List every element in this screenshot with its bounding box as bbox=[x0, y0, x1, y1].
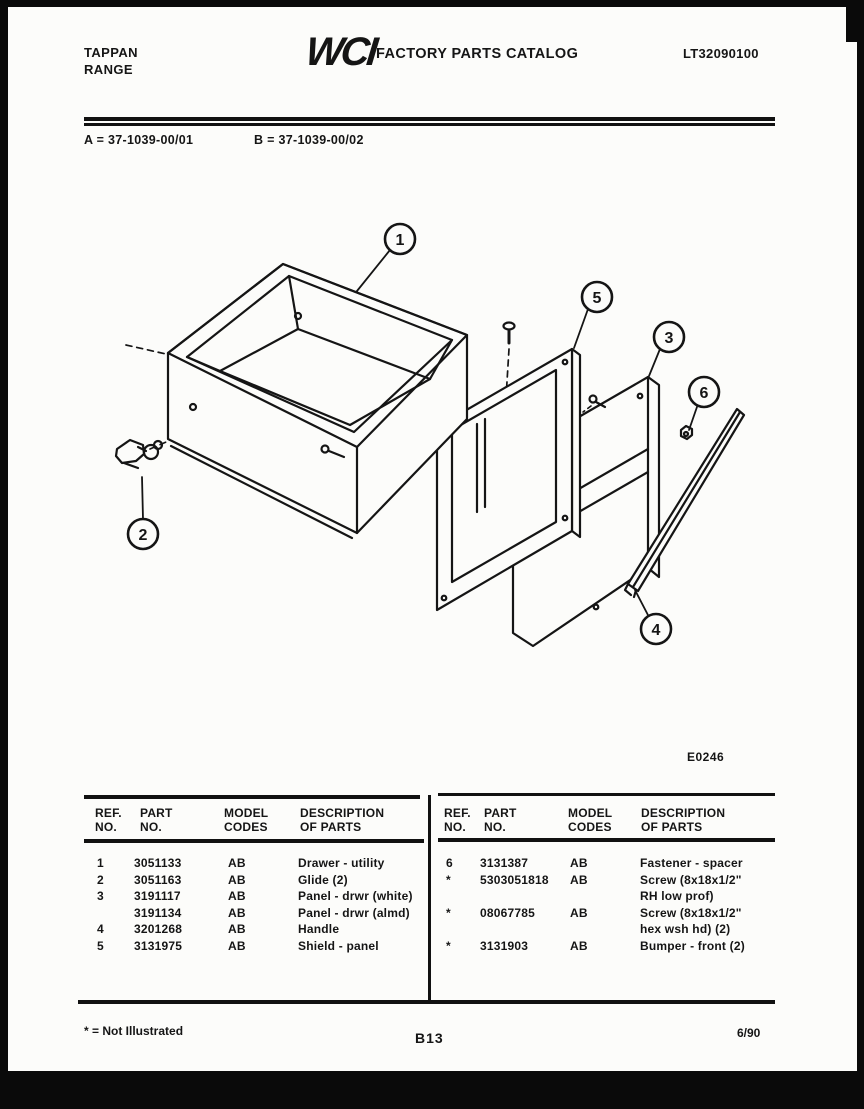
leader-4 bbox=[635, 590, 649, 617]
part-no: 3131975 bbox=[134, 939, 183, 953]
model-codes: AB bbox=[228, 939, 246, 953]
description: Glide (2) bbox=[298, 873, 348, 887]
drawer-silhouette bbox=[168, 264, 467, 533]
col-header-part-left bbox=[140, 806, 173, 834]
callout-1 bbox=[385, 224, 415, 254]
callout-6 bbox=[689, 377, 719, 407]
description: Screw (8x18x1/2" bbox=[640, 873, 742, 887]
model-codes: AB bbox=[228, 922, 246, 936]
table-row bbox=[84, 939, 424, 955]
part-no: 5303051818 bbox=[480, 873, 549, 887]
table-row bbox=[430, 922, 775, 938]
part-no: 3191117 bbox=[134, 889, 181, 903]
description: Panel - drwr (almd) bbox=[298, 906, 410, 920]
scan-blob-top-right bbox=[846, 0, 864, 42]
col-header-model-left bbox=[224, 806, 268, 834]
col-header-ref-right bbox=[444, 806, 471, 834]
table-row bbox=[430, 906, 775, 922]
drawer-part bbox=[168, 264, 467, 538]
model-b: B = 37-1039-00/02 bbox=[254, 133, 364, 147]
part-no: 3191134 bbox=[134, 906, 182, 920]
hdr-line: PART bbox=[484, 806, 517, 820]
table-row bbox=[84, 873, 424, 889]
model-codes: AB bbox=[228, 889, 246, 903]
header-rule-1 bbox=[84, 117, 775, 121]
hdr-line: CODES bbox=[224, 820, 268, 834]
scan-band-bottom bbox=[0, 1071, 864, 1109]
table-rule-top-left bbox=[84, 795, 420, 799]
ref-no: 6 bbox=[446, 856, 453, 870]
catalog-title: FACTORY PARTS CATALOG bbox=[376, 46, 579, 62]
callout-4-number: 4 bbox=[651, 622, 661, 639]
glide-body bbox=[116, 440, 144, 463]
hdr-line: REF. bbox=[95, 806, 122, 820]
col-header-part-right bbox=[484, 806, 517, 834]
table-row bbox=[84, 889, 424, 905]
table-rule-top-right bbox=[438, 793, 775, 796]
hdr-line: DESCRIPTION bbox=[300, 806, 385, 820]
ref-no: 2 bbox=[97, 873, 104, 887]
col-header-model-right bbox=[568, 806, 612, 834]
document-number: LT32090100 bbox=[683, 46, 759, 61]
callout-1-number: 1 bbox=[395, 232, 405, 249]
description: Handle bbox=[298, 922, 340, 936]
description: Shield - panel bbox=[298, 939, 379, 953]
shield-thickness bbox=[572, 349, 580, 537]
hdr-line: MODEL bbox=[568, 806, 613, 820]
callout-2-number: 2 bbox=[138, 527, 148, 544]
table-row bbox=[84, 856, 424, 872]
description: hex wsh hd) (2) bbox=[640, 922, 731, 936]
description: Fastener - spacer bbox=[640, 856, 743, 870]
leader-5 bbox=[574, 309, 588, 348]
hdr-line: PART bbox=[140, 806, 173, 820]
scan-edge-top bbox=[0, 0, 864, 7]
brand-name bbox=[84, 44, 138, 78]
table-row bbox=[430, 889, 775, 905]
callout-3-number: 3 bbox=[664, 330, 674, 347]
hdr-line: NO. bbox=[484, 820, 506, 834]
ref-no: * bbox=[446, 873, 451, 887]
ref-no: 3 bbox=[97, 889, 104, 903]
table-row bbox=[84, 922, 424, 938]
part-no: 3201268 bbox=[134, 922, 183, 936]
part-no: 3051163 bbox=[134, 873, 182, 887]
model-codes: AB bbox=[570, 856, 588, 870]
model-codes: AB bbox=[228, 873, 246, 887]
table-rule-mid-left bbox=[84, 839, 424, 843]
table-rule-mid-right bbox=[438, 838, 775, 842]
header-rule-2 bbox=[84, 123, 775, 126]
leader-6 bbox=[689, 404, 698, 430]
part-no: 3051133 bbox=[134, 856, 182, 870]
col-header-ref-left bbox=[95, 806, 122, 834]
table-row bbox=[84, 906, 424, 922]
glide-part bbox=[116, 440, 162, 468]
callout-2 bbox=[128, 519, 158, 549]
table-row bbox=[430, 939, 775, 955]
hdr-line: NO. bbox=[140, 820, 162, 834]
hdr-line: OF PARTS bbox=[300, 820, 362, 834]
table-rule-bottom bbox=[78, 1000, 775, 1004]
part-no: 3131387 bbox=[480, 856, 529, 870]
part-no: 3131903 bbox=[480, 939, 529, 953]
model-codes: AB bbox=[228, 856, 246, 870]
ref-no: * bbox=[446, 939, 451, 953]
hdr-line: DESCRIPTION bbox=[641, 806, 726, 820]
glide-detail bbox=[124, 463, 138, 468]
table-row bbox=[430, 856, 775, 872]
ref-no: 1 bbox=[97, 856, 104, 870]
brand-line2: RANGE bbox=[84, 62, 133, 77]
leader-2 bbox=[142, 477, 143, 519]
not-illustrated-note: * = Not Illustrated bbox=[84, 1024, 184, 1038]
ref-no: 4 bbox=[97, 922, 104, 936]
leader-1 bbox=[357, 250, 390, 291]
description: Drawer - utility bbox=[298, 856, 385, 870]
description: Panel - drwr (white) bbox=[298, 889, 413, 903]
figure-code: E0246 bbox=[687, 750, 725, 764]
col-header-desc-left bbox=[300, 806, 384, 834]
description: RH low prof) bbox=[640, 889, 714, 903]
hdr-line: NO. bbox=[95, 820, 117, 834]
ref-no: 5 bbox=[97, 939, 104, 953]
wci-logo: WCI bbox=[303, 30, 378, 74]
leader-3 bbox=[649, 349, 660, 376]
screw-top bbox=[504, 323, 515, 344]
callout-5-number: 5 bbox=[592, 290, 602, 307]
description: Screw (8x18x1/2" bbox=[640, 906, 742, 920]
table-row bbox=[430, 873, 775, 889]
panel-hole bbox=[594, 605, 599, 610]
hdr-line: REF. bbox=[444, 806, 471, 820]
screw-head bbox=[504, 323, 515, 330]
callout-4 bbox=[641, 614, 671, 644]
dash-glide-rail bbox=[126, 345, 166, 354]
hdr-line: OF PARTS bbox=[641, 820, 703, 834]
hdr-line: CODES bbox=[568, 820, 612, 834]
parts-table-right bbox=[430, 856, 775, 966]
model-codes: AB bbox=[228, 906, 246, 920]
model-a: A = 37-1039-00/01 bbox=[84, 133, 194, 147]
exploded-parts-diagram bbox=[0, 150, 864, 775]
model-codes: AB bbox=[570, 939, 588, 953]
model-codes: AB bbox=[570, 906, 588, 920]
model-codes: AB bbox=[570, 873, 588, 887]
callout-5 bbox=[582, 282, 612, 312]
parts-table-left bbox=[84, 856, 424, 966]
callout-6-number: 6 bbox=[699, 385, 709, 402]
date-code: 6/90 bbox=[737, 1026, 761, 1040]
brand-line1: TAPPAN bbox=[84, 45, 138, 60]
hdr-line: NO. bbox=[444, 820, 466, 834]
hdr-line: MODEL bbox=[224, 806, 269, 820]
part-no: 08067785 bbox=[480, 906, 535, 920]
ref-no: * bbox=[446, 906, 451, 920]
callout-3 bbox=[654, 322, 684, 352]
col-header-desc-right bbox=[641, 806, 725, 834]
page-code: B13 bbox=[415, 1030, 444, 1046]
description: Bumper - front (2) bbox=[640, 939, 745, 953]
